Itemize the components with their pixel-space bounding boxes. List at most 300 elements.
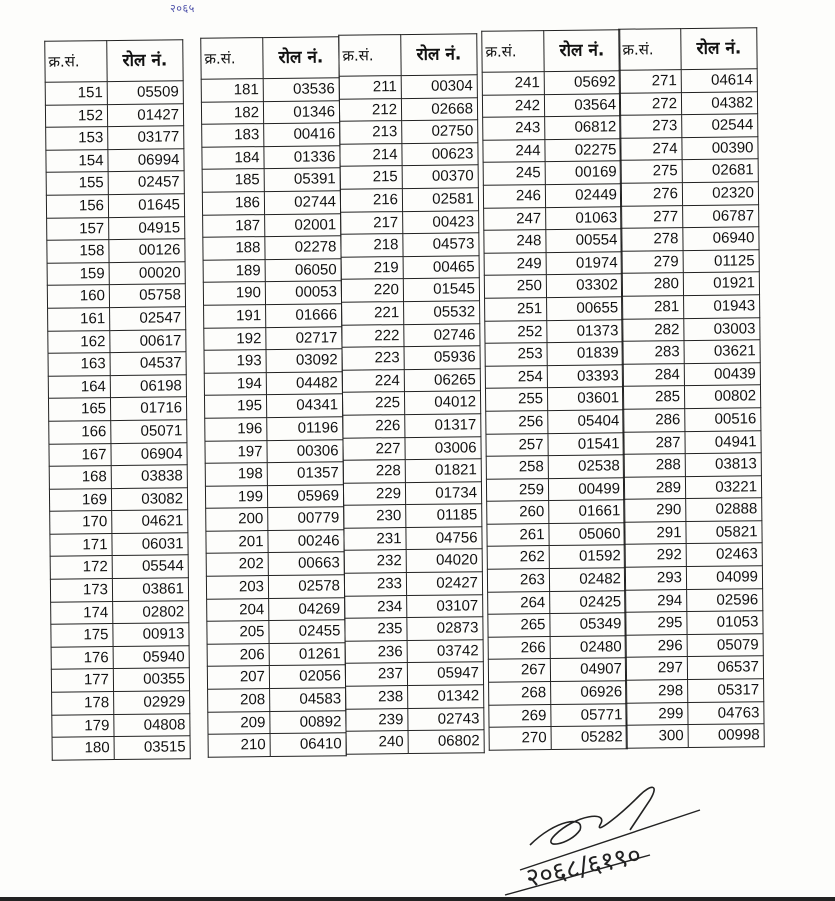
serial-number-cell: 167 bbox=[49, 443, 111, 466]
serial-number-cell: 207 bbox=[207, 666, 269, 689]
serial-number-cell: 290 bbox=[624, 499, 686, 522]
roll-number-cell: 00623 bbox=[402, 143, 478, 166]
table-row bbox=[204, 349, 342, 373]
table-row bbox=[204, 394, 342, 418]
serial-number-cell: 210 bbox=[208, 734, 270, 757]
table-row bbox=[51, 668, 189, 692]
roll-number-cell: 00169 bbox=[545, 161, 621, 184]
serial-number-cell: 186 bbox=[202, 192, 264, 215]
table-row bbox=[622, 317, 760, 341]
header-row bbox=[201, 37, 339, 79]
roll-number-cell: 05317 bbox=[688, 679, 764, 702]
roll-number-cell: 02427 bbox=[406, 572, 482, 595]
serial-number-cell: 268 bbox=[489, 682, 551, 705]
table-row bbox=[625, 634, 763, 658]
serial-number-cell: 292 bbox=[624, 544, 686, 567]
roll-number-cell: 06050 bbox=[265, 259, 341, 282]
serial-number-cell: 176 bbox=[51, 646, 113, 669]
roll-number-cell: 00439 bbox=[684, 362, 760, 385]
table-row bbox=[201, 100, 339, 124]
table-row bbox=[46, 149, 184, 173]
table-row bbox=[49, 487, 187, 511]
table-row bbox=[343, 459, 481, 483]
table-row bbox=[621, 204, 759, 228]
roll-number-cell: 05071 bbox=[111, 420, 187, 443]
serial-number-cell: 154 bbox=[46, 149, 108, 172]
roll-number-cell: 05509 bbox=[107, 81, 183, 104]
serial-number-cell: 270 bbox=[489, 727, 551, 750]
table-row bbox=[48, 397, 186, 421]
table-row bbox=[204, 371, 342, 395]
table-row bbox=[52, 736, 190, 760]
roll-number-cell: 04614 bbox=[681, 69, 757, 92]
serial-number-cell: 152 bbox=[45, 104, 107, 127]
roll-number-cell: 03861 bbox=[112, 578, 188, 601]
table-row bbox=[625, 611, 763, 635]
table-row bbox=[486, 455, 624, 479]
table-row bbox=[206, 507, 344, 531]
table-row bbox=[488, 636, 626, 660]
serial-number-cell: 298 bbox=[626, 680, 688, 703]
serial-number-cell: 276 bbox=[620, 183, 682, 206]
roll-table-1 bbox=[44, 39, 191, 760]
table-row bbox=[489, 726, 627, 750]
table-row bbox=[50, 578, 188, 602]
page-bottom-edge bbox=[0, 897, 835, 901]
serial-number-cell: 163 bbox=[48, 353, 110, 376]
serial-number-cell: 178 bbox=[52, 692, 114, 715]
table-row bbox=[48, 374, 186, 398]
roll-number-cell: 06537 bbox=[687, 656, 763, 679]
roll-number-cell: 02275 bbox=[545, 139, 621, 162]
serial-number-cell: 273 bbox=[620, 115, 682, 138]
serial-number-cell: 224 bbox=[342, 369, 404, 392]
table-row bbox=[49, 442, 187, 466]
serial-number-cell: 201 bbox=[206, 530, 268, 553]
roll-number-cell: 02744 bbox=[264, 191, 340, 214]
table-row bbox=[47, 262, 185, 286]
table-row bbox=[342, 301, 480, 325]
serial-number-cell: 162 bbox=[48, 330, 110, 353]
serial-number-cell: 161 bbox=[48, 308, 110, 331]
serial-number-cell: 213 bbox=[340, 121, 402, 144]
serial-number-cell: 209 bbox=[208, 711, 270, 734]
serial-number-cell: 265 bbox=[488, 614, 550, 637]
roll-number-cell: 01974 bbox=[546, 252, 622, 275]
table-row bbox=[482, 93, 620, 117]
roll-number-cell: 01666 bbox=[266, 304, 342, 327]
table-row bbox=[341, 278, 479, 302]
table-row bbox=[487, 545, 625, 569]
serial-number-cell: 196 bbox=[205, 417, 267, 440]
serial-number-cell: 249 bbox=[484, 252, 546, 275]
roll-number-cell: 04583 bbox=[270, 688, 346, 711]
serial-number-cell: 188 bbox=[203, 237, 265, 260]
roll-number-cell: 02578 bbox=[268, 575, 344, 598]
table-row bbox=[342, 391, 480, 415]
table-row bbox=[622, 362, 760, 386]
table-row bbox=[47, 216, 185, 240]
roll-table-3 bbox=[338, 33, 485, 754]
serial-number-cell: 237 bbox=[345, 663, 407, 686]
table-row bbox=[51, 600, 189, 624]
table-row bbox=[345, 617, 483, 641]
table-row bbox=[344, 527, 482, 551]
roll-number-cell: 00246 bbox=[268, 530, 344, 553]
serial-number-cell: 160 bbox=[47, 285, 109, 308]
table-row bbox=[482, 71, 620, 95]
serial-number-cell: 262 bbox=[487, 546, 549, 569]
table-row bbox=[487, 568, 625, 592]
table-row bbox=[206, 552, 344, 576]
table-row bbox=[486, 432, 624, 456]
roll-number-cell: 02449 bbox=[545, 184, 621, 207]
roll-number-cell: 02596 bbox=[687, 588, 763, 611]
table-row bbox=[346, 730, 484, 754]
serial-number-cell: 275 bbox=[620, 160, 682, 183]
roll-number-cell: 01053 bbox=[687, 611, 763, 634]
roll-number-cell: 06802 bbox=[408, 730, 484, 753]
roll-number-cell: 03742 bbox=[407, 640, 483, 663]
roll-number-cell: 00655 bbox=[547, 297, 623, 320]
table-row bbox=[208, 688, 346, 712]
roll-number-cell: 02581 bbox=[402, 188, 478, 211]
roll-number-cell: 00126 bbox=[109, 239, 185, 262]
roll-number-cell: 05060 bbox=[549, 523, 625, 546]
roll-number-header: रोल नं. bbox=[107, 40, 183, 82]
table-row bbox=[339, 75, 477, 99]
table-row bbox=[202, 191, 340, 215]
roll-number-cell: 02681 bbox=[682, 159, 758, 182]
table-row bbox=[45, 81, 183, 105]
roll-number-cell: 01541 bbox=[548, 432, 624, 455]
table-row bbox=[483, 139, 621, 163]
table-row bbox=[346, 685, 484, 709]
roll-number-cell: 04756 bbox=[406, 527, 482, 550]
serial-number-cell: 180 bbox=[52, 737, 114, 760]
roll-number-cell: 00390 bbox=[682, 137, 758, 160]
serial-number-cell: 259 bbox=[486, 478, 548, 501]
serial-number-cell: 261 bbox=[487, 523, 549, 546]
roll-number-cell: 01734 bbox=[405, 481, 481, 504]
table-row bbox=[202, 146, 340, 170]
serial-number-cell: 280 bbox=[621, 273, 683, 296]
roll-table-2 bbox=[200, 36, 347, 757]
table-row bbox=[51, 623, 189, 647]
serial-number-cell: 203 bbox=[206, 576, 268, 599]
table-row bbox=[47, 284, 185, 308]
handwritten-signature bbox=[500, 775, 760, 901]
roll-number-cell: 00416 bbox=[264, 123, 340, 146]
serial-number-cell: 215 bbox=[340, 166, 402, 189]
table-row bbox=[207, 665, 345, 689]
table-row bbox=[623, 475, 761, 499]
serial-number-cell: 243 bbox=[483, 117, 545, 140]
serial-number-cell: 194 bbox=[204, 372, 266, 395]
table-row bbox=[205, 439, 343, 463]
table-row bbox=[488, 613, 626, 637]
serial-number-cell: 267 bbox=[488, 659, 550, 682]
serial-number-cell: 251 bbox=[485, 298, 547, 321]
serial-number-cell: 239 bbox=[346, 708, 408, 731]
serial-number-cell: 247 bbox=[484, 207, 546, 230]
table-row bbox=[620, 182, 758, 206]
roll-number-cell: 05758 bbox=[109, 284, 185, 307]
serial-number-cell: 181 bbox=[201, 79, 263, 102]
table-row bbox=[486, 410, 624, 434]
roll-number-cell: 05771 bbox=[551, 703, 627, 726]
serial-number-cell: 236 bbox=[345, 640, 407, 663]
serial-number-cell: 183 bbox=[202, 124, 264, 147]
serial-number-cell: 205 bbox=[207, 621, 269, 644]
table-row bbox=[343, 481, 481, 505]
roll-number-cell: 03393 bbox=[547, 364, 623, 387]
serial-number-cell: 286 bbox=[623, 408, 685, 431]
roll-number-cell: 00516 bbox=[685, 408, 761, 431]
roll-number-cell: 04012 bbox=[404, 391, 480, 414]
roll-number-cell: 04907 bbox=[550, 658, 626, 681]
roll-number-cell: 00892 bbox=[270, 710, 346, 733]
table-row bbox=[621, 227, 759, 251]
roll-number-cell: 02750 bbox=[402, 120, 478, 143]
serial-number-cell: 250 bbox=[484, 275, 546, 298]
roll-number-cell: 05969 bbox=[267, 484, 343, 507]
serial-number-cell: 282 bbox=[622, 318, 684, 341]
table-row bbox=[341, 233, 479, 257]
header-row bbox=[482, 30, 620, 72]
table-row bbox=[624, 543, 762, 567]
roll-number-cell: 02425 bbox=[550, 590, 626, 613]
serial-number-cell: 263 bbox=[487, 569, 549, 592]
serial-number-cell: 288 bbox=[623, 454, 685, 477]
roll-number-cell: 02480 bbox=[550, 636, 626, 659]
serial-number-cell: 187 bbox=[203, 214, 265, 237]
serial-number-cell: 294 bbox=[625, 589, 687, 612]
roll-number-cell: 01645 bbox=[108, 194, 184, 217]
roll-number-cell: 01716 bbox=[110, 397, 186, 420]
serial-number-cell: 220 bbox=[341, 279, 403, 302]
table-row bbox=[50, 510, 188, 534]
roll-number-cell: 00663 bbox=[268, 552, 344, 575]
roll-number-cell: 00465 bbox=[403, 256, 479, 279]
serial-number-cell: 158 bbox=[47, 240, 109, 263]
roll-number-cell: 04763 bbox=[688, 701, 764, 724]
serial-number-cell: 157 bbox=[47, 217, 109, 240]
table-row bbox=[341, 210, 479, 234]
table-row bbox=[46, 171, 184, 195]
table-row bbox=[485, 297, 623, 321]
serial-number-cell: 255 bbox=[485, 388, 547, 411]
serial-number-cell: 283 bbox=[622, 341, 684, 364]
roll-number-cell: 02538 bbox=[548, 455, 624, 478]
table-row bbox=[625, 656, 763, 680]
roll-number-cell: 04269 bbox=[269, 597, 345, 620]
table-row bbox=[340, 143, 478, 167]
serial-number-cell: 232 bbox=[344, 550, 406, 573]
table-row bbox=[46, 194, 184, 218]
serial-number-cell: 190 bbox=[203, 282, 265, 305]
roll-number-cell: 01063 bbox=[546, 206, 622, 229]
roll-number-cell: 03092 bbox=[266, 349, 342, 372]
roll-number-header: रोल नं. bbox=[544, 30, 620, 72]
table-row bbox=[339, 97, 477, 121]
roll-number-cell: 04099 bbox=[686, 566, 762, 589]
table-row bbox=[201, 78, 339, 102]
roll-number-cell: 03003 bbox=[684, 317, 760, 340]
table-row bbox=[205, 462, 343, 486]
serial-number-cell: 285 bbox=[622, 386, 684, 409]
serial-number-header: क्र.सं. bbox=[201, 38, 263, 80]
roll-number-cell: 02001 bbox=[265, 213, 341, 236]
table-row bbox=[51, 646, 189, 670]
table-row bbox=[345, 594, 483, 618]
roll-number-cell: 05692 bbox=[544, 71, 620, 94]
table-row bbox=[49, 420, 187, 444]
serial-number-cell: 230 bbox=[344, 505, 406, 528]
roll-number-cell: 02463 bbox=[686, 543, 762, 566]
table-row bbox=[624, 566, 762, 590]
serial-number-cell: 179 bbox=[52, 714, 114, 737]
roll-number-cell: 02278 bbox=[265, 236, 341, 259]
serial-number-cell: 192 bbox=[204, 327, 266, 350]
serial-number-cell: 253 bbox=[485, 343, 547, 366]
serial-number-cell: 169 bbox=[49, 488, 111, 511]
serial-number-cell: 208 bbox=[208, 689, 270, 712]
roll-number-cell: 04382 bbox=[681, 91, 757, 114]
table-row bbox=[203, 236, 341, 260]
table-row bbox=[205, 417, 343, 441]
roll-number-cell: 05079 bbox=[687, 634, 763, 657]
roll-number-cell: 01125 bbox=[683, 250, 759, 273]
roll-number-cell: 02717 bbox=[266, 326, 342, 349]
table-row bbox=[207, 643, 345, 667]
header-row bbox=[619, 28, 757, 70]
roll-number-cell: 00998 bbox=[688, 724, 764, 747]
page-note: २०६५ bbox=[170, 2, 195, 15]
roll-number-cell: 02746 bbox=[404, 323, 480, 346]
table-row bbox=[342, 368, 480, 392]
roll-number-cell: 05404 bbox=[548, 410, 624, 433]
serial-number-cell: 229 bbox=[343, 482, 405, 505]
table-row bbox=[205, 484, 343, 508]
serial-number-cell: 221 bbox=[342, 302, 404, 325]
serial-number-cell: 252 bbox=[485, 320, 547, 343]
roll-number-cell: 00355 bbox=[113, 668, 189, 691]
serial-number-cell: 269 bbox=[489, 704, 551, 727]
table-row bbox=[489, 681, 627, 705]
table-row bbox=[624, 521, 762, 545]
serial-number-cell: 264 bbox=[488, 591, 550, 614]
serial-number-cell: 159 bbox=[47, 262, 109, 285]
serial-number-cell: 297 bbox=[625, 657, 687, 680]
serial-number-cell: 274 bbox=[620, 137, 682, 160]
roll-number-cell: 01336 bbox=[264, 146, 340, 169]
serial-number-cell: 200 bbox=[206, 508, 268, 531]
table-row bbox=[487, 523, 625, 547]
serial-number-cell: 240 bbox=[346, 731, 408, 754]
roll-number-cell: 05532 bbox=[404, 301, 480, 324]
table-row bbox=[344, 549, 482, 573]
serial-number-cell: 206 bbox=[207, 643, 269, 666]
roll-number-cell: 04020 bbox=[406, 549, 482, 572]
serial-number-cell: 172 bbox=[50, 556, 112, 579]
table-row bbox=[203, 281, 341, 305]
serial-number-cell: 233 bbox=[344, 573, 406, 596]
serial-number-cell: 189 bbox=[203, 259, 265, 282]
serial-number-cell: 185 bbox=[202, 169, 264, 192]
table-row bbox=[207, 597, 345, 621]
roll-table-4 bbox=[481, 29, 628, 750]
table-row bbox=[622, 295, 760, 319]
table-row bbox=[206, 530, 344, 554]
table-row bbox=[621, 272, 759, 296]
serial-number-header: क्र.सं. bbox=[482, 31, 544, 73]
serial-number-cell: 165 bbox=[48, 398, 110, 421]
serial-number-cell: 289 bbox=[623, 476, 685, 499]
serial-number-cell: 278 bbox=[621, 228, 683, 251]
roll-number-cell: 03302 bbox=[546, 274, 622, 297]
roll-number-cell: 04573 bbox=[403, 233, 479, 256]
roll-number-cell: 00617 bbox=[110, 329, 186, 352]
serial-number-cell: 195 bbox=[204, 395, 266, 418]
serial-number-cell: 153 bbox=[46, 127, 108, 150]
table-row bbox=[207, 620, 345, 644]
table-row bbox=[626, 724, 764, 748]
serial-number-header: क्र.सं. bbox=[45, 41, 107, 83]
table-row bbox=[46, 126, 184, 150]
table-row bbox=[344, 504, 482, 528]
serial-number-cell: 184 bbox=[202, 146, 264, 169]
table-row bbox=[345, 662, 483, 686]
table-row bbox=[45, 103, 183, 127]
serial-number-cell: 226 bbox=[343, 414, 405, 437]
roll-number-cell: 00053 bbox=[265, 281, 341, 304]
roll-number-cell: 03564 bbox=[544, 93, 620, 116]
serial-number-cell: 242 bbox=[482, 94, 544, 117]
roll-number-cell: 01373 bbox=[547, 319, 623, 342]
serial-number-cell: 258 bbox=[486, 456, 548, 479]
roll-number-cell: 04482 bbox=[266, 371, 342, 394]
table-row bbox=[342, 346, 480, 370]
serial-number-cell: 291 bbox=[624, 521, 686, 544]
svg-text:२०६८/६१९०: २०६८/६१९० bbox=[523, 840, 644, 894]
table-row bbox=[203, 259, 341, 283]
table-row bbox=[485, 364, 623, 388]
serial-number-cell: 219 bbox=[341, 256, 403, 279]
roll-number-cell: 01921 bbox=[683, 272, 759, 295]
roll-number-cell: 01821 bbox=[405, 459, 481, 482]
serial-number-cell: 272 bbox=[619, 92, 681, 115]
roll-number-cell: 06787 bbox=[683, 204, 759, 227]
table-row bbox=[489, 703, 627, 727]
table-row bbox=[620, 114, 758, 138]
table-row bbox=[344, 572, 482, 596]
table-row bbox=[486, 477, 624, 501]
table-row bbox=[346, 707, 484, 731]
serial-number-cell: 217 bbox=[341, 211, 403, 234]
roll-number-cell: 03006 bbox=[405, 436, 481, 459]
serial-number-cell: 191 bbox=[204, 305, 266, 328]
roll-number-cell: 03221 bbox=[685, 475, 761, 498]
serial-number-cell: 193 bbox=[204, 350, 266, 373]
serial-number-cell: 266 bbox=[488, 636, 550, 659]
table-row bbox=[483, 116, 621, 140]
table-row bbox=[619, 69, 757, 93]
roll-number-cell: 05544 bbox=[112, 555, 188, 578]
roll-number-cell: 01943 bbox=[684, 295, 760, 318]
roll-number-cell: 02547 bbox=[110, 307, 186, 330]
table-row bbox=[623, 408, 761, 432]
